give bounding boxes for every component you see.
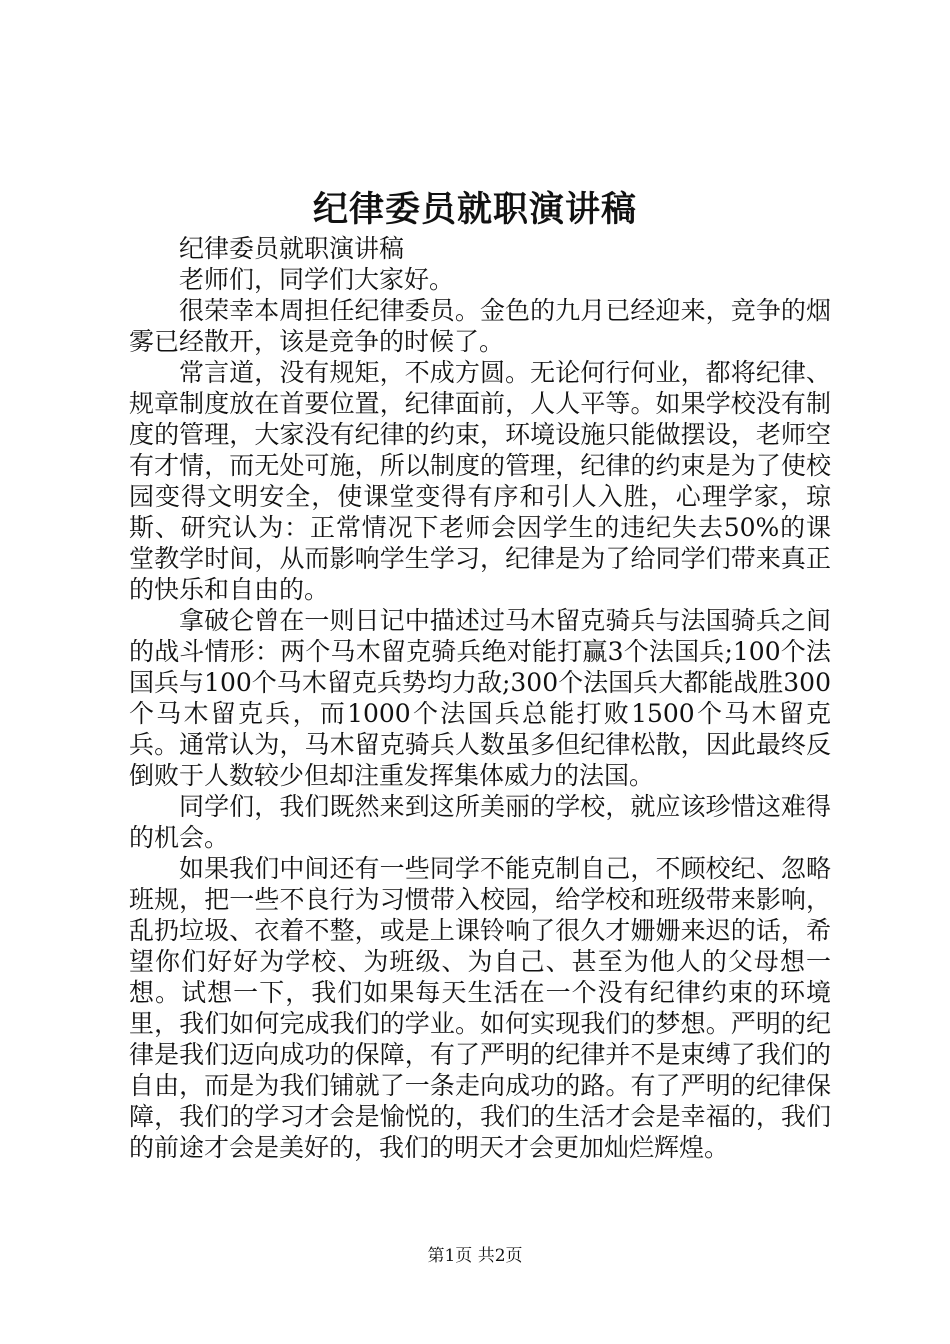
document-body	[129, 233, 831, 1163]
paragraph: 纪律委员就职演讲稿	[179, 234, 405, 263]
paragraph: 同学们，我们既然来到这所美丽的学校，就应该珍惜这难得的机会。	[129, 792, 831, 852]
paragraph: 老师们，同学们大家好。	[179, 265, 455, 294]
page-footer: 第1页 共2页	[427, 1246, 523, 1266]
paragraph: 如果我们中间还有一些同学不能克制自己，不顾校纪、忽略班规，把一些不良行为习惯带入校园，给学校和班级带来影响，乱扔垃圾、衣着不整，或是上课铃响了很久才姗姗来迟的话，希望你们好好为学校、为班级、为自己、甚至为他人的父母想一想。试想一下，我们如果每天生活在一个没有纪律约束的环境里，我们如何完成我们的学业。如何实现我们的梦想。严明的纪律是我们迈向成功的保障，有了严明的纪律并不是束缚了我们的自由，而是为我们铺就了一条走向成功的路。有了严明的纪律保障，我们的学习才会是愉悦的，我们的生活才会是幸福的，我们的前途才会是美好的，我们的明天才会更加灿烂辉煌。	[129, 854, 831, 1162]
paragraph: 拿破仑曾在一则日记中描述过马木留克骑兵与法国骑兵之间的战斗情形：两个马木留克骑兵绝对能打赢3个法国兵;100个法国兵与100个马木留克兵势均力敌;300个法国兵大都能战胜300个马木留克兵，而1000个法国兵总能打败1500个马木留克兵。通常认为，马木留克骑兵人数虽多但纪律松散，因此最终反倒败于人数较少但却注重发挥集体威力的法国。	[129, 606, 831, 790]
paragraph: 很荣幸本周担任纪律委员。金色的九月已经迎来，竞争的烟雾已经散开，该是竞争的时候了。	[129, 296, 831, 356]
document-title: 纪律委员就职演讲稿	[312, 189, 637, 230]
paragraph: 常言道，没有规矩，不成方圆。无论何行何业，都将纪律、规章制度放在首要位置，纪律面前，人人平等。如果学校没有制度的管理，大家没有纪律的约束，环境设施只能做摆设，老师空有才情，而无处可施，所以制度的管理，纪律的约束是为了使校园变得文明安全，使课堂变得有序和引人入胜，心理学家，琼斯、研究认为：正常情况下老师会因学生的违纪失去50%的课堂教学时间，从而影响学生学习，纪律是为了给同学们带来真正的快乐和自由的。	[129, 358, 831, 604]
